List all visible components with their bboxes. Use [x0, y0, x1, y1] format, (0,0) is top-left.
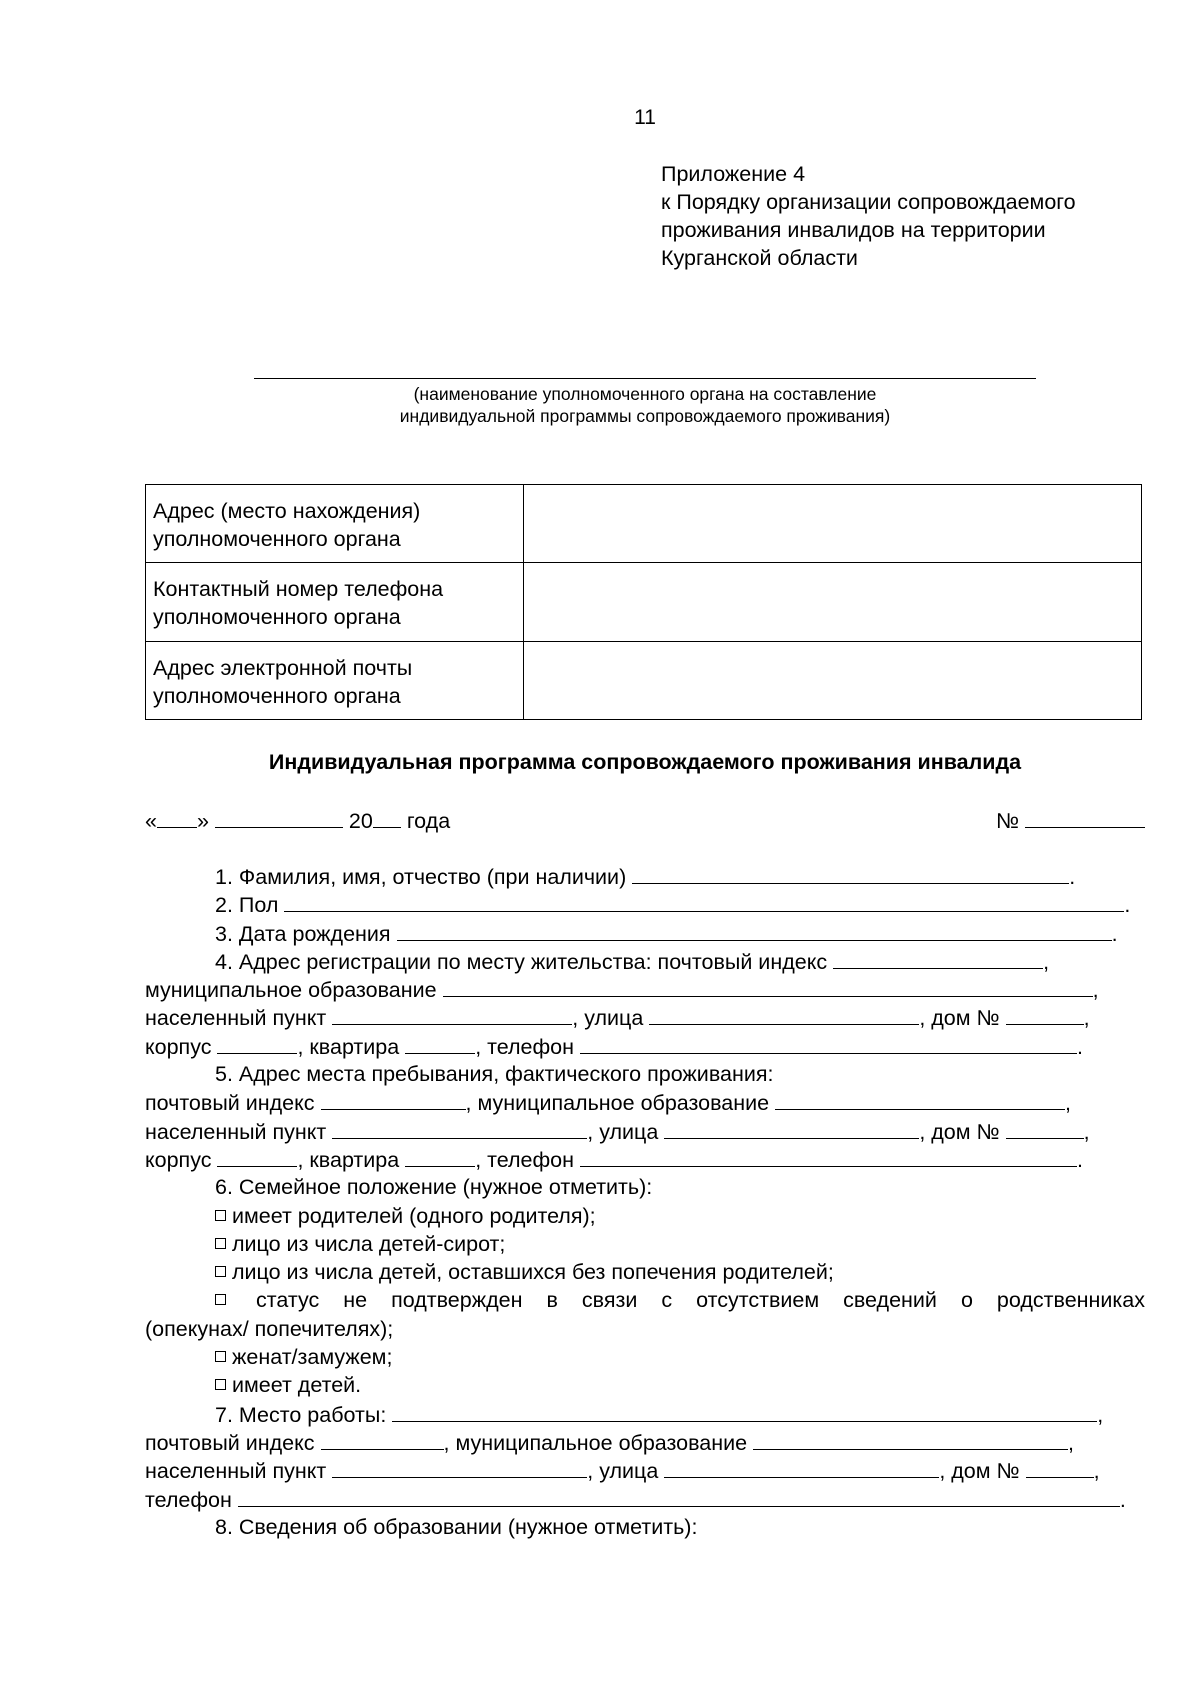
page-number: 11	[634, 106, 656, 129]
authority-caption	[254, 383, 1036, 427]
form-line: населенный пункт , улица , дом № ,	[145, 1456, 1145, 1484]
table-label-cell	[146, 485, 524, 563]
form-line: 2. Пол .	[145, 890, 1145, 918]
has-children-checkbox[interactable]	[215, 1379, 226, 1390]
month-field[interactable]	[215, 806, 343, 828]
field-label: корпус	[145, 1034, 212, 1059]
form-line	[145, 1258, 1145, 1286]
form-line	[145, 1230, 1145, 1258]
field-label: 4. Адрес регистрации по месту жительства: почтовый индекс	[215, 949, 828, 974]
appendix-line: проживания инвалидов на территории	[661, 218, 1046, 242]
reg-building-field[interactable]	[217, 1032, 297, 1054]
label-line: Адрес электронной почты	[153, 655, 413, 680]
full-name-field[interactable]	[632, 862, 1069, 884]
field-label: населенный пункт	[145, 1459, 327, 1484]
field-label: , улица	[572, 1006, 644, 1031]
option-label: статус не подтвержден в связи с отсутствием сведений о родственниках	[256, 1288, 1145, 1313]
form-line: телефон .	[145, 1485, 1145, 1513]
form-line: населенный пункт , улица , дом № ,	[145, 1003, 1145, 1031]
appendix-line: Приложение 4	[661, 162, 806, 186]
field-label: 2. Пол	[215, 893, 279, 918]
form-line	[145, 1371, 1145, 1399]
workplace-field[interactable]	[392, 1400, 1097, 1422]
field-label: , улица	[587, 1459, 659, 1484]
stay-building-field[interactable]	[217, 1145, 297, 1167]
form-line: корпус , квартира , телефон .	[145, 1145, 1145, 1173]
work-postcode-field[interactable]	[321, 1428, 444, 1450]
reg-settlement-field[interactable]	[332, 1003, 572, 1025]
caption-line: индивидуальной программы сопровождаемого проживания)	[399, 406, 891, 426]
label-line: Контактный номер телефона	[153, 577, 444, 602]
label-line: уполномоченного органа	[153, 527, 401, 551]
form-line: муниципальное образование ,	[145, 975, 1145, 1003]
field-label: почтовый индекс	[145, 1091, 315, 1116]
field-label: телефон	[145, 1487, 232, 1512]
field-label: населенный пункт	[145, 1119, 327, 1144]
orphan-checkbox[interactable]	[215, 1238, 226, 1249]
contact-table	[145, 484, 1142, 720]
form-line: 3. Дата рождения .	[145, 919, 1145, 947]
field-label: корпус	[145, 1147, 212, 1172]
field-label: 6. Семейное положение (нужное отметить):	[215, 1175, 653, 1200]
email-value-cell[interactable]	[524, 641, 1142, 719]
reg-street-field[interactable]	[649, 1003, 919, 1025]
year-field[interactable]	[373, 806, 401, 828]
appendix-header	[661, 160, 1161, 272]
work-street-field[interactable]	[664, 1456, 939, 1478]
field-label: 3. Дата рождения	[215, 921, 391, 946]
form-line: корпус , квартира , телефон .	[145, 1032, 1145, 1060]
work-phone-field[interactable]	[238, 1485, 1120, 1507]
field-label: , дом №	[919, 1006, 1000, 1031]
program-title: Индивидуальная программа сопровождаемого проживания инвалида	[268, 750, 1022, 774]
form-line	[145, 1060, 1145, 1088]
field-label: , телефон	[475, 1034, 575, 1059]
option-label: (опекунах/ попечителях);	[145, 1316, 394, 1341]
stay-postcode-field[interactable]	[321, 1088, 466, 1110]
number-field[interactable]	[1025, 806, 1145, 828]
stay-settlement-field[interactable]	[332, 1117, 587, 1139]
date-row	[145, 806, 1145, 836]
caption-line: (наименование уполномоченного органа на составление	[413, 384, 877, 404]
work-house-field[interactable]	[1026, 1456, 1094, 1478]
stay-municipality-field[interactable]	[775, 1088, 1065, 1110]
field-label: , телефон	[475, 1147, 575, 1172]
field-label: 7. Место работы:	[215, 1402, 387, 1427]
document-number	[996, 806, 1145, 834]
year-prefix: 20	[348, 809, 373, 833]
number-sign: №	[995, 809, 1020, 833]
work-municipality-field[interactable]	[753, 1428, 1068, 1450]
field-label: муниципальное образование	[145, 978, 437, 1003]
form-line: почтовый индекс , муниципальное образование ,	[145, 1088, 1145, 1116]
field-label: 8. Сведения об образовании (нужное отметить):	[215, 1514, 698, 1539]
close-quote: »	[196, 809, 209, 833]
table-label-cell	[146, 563, 524, 641]
option-label: лицо из числа детей-сирот;	[232, 1231, 506, 1256]
stay-apartment-field[interactable]	[405, 1145, 475, 1167]
option-label: женат/замужем;	[232, 1345, 393, 1370]
option-label: лицо из числа детей, оставшихся без попечения родителей;	[232, 1260, 834, 1285]
parents-checkbox[interactable]	[215, 1210, 226, 1221]
field-label: населенный пункт	[145, 1006, 327, 1031]
reg-apartment-field[interactable]	[405, 1032, 475, 1054]
label-line: уполномоченного органа	[153, 683, 401, 708]
form-line: населенный пункт , улица , дом № ,	[145, 1117, 1145, 1145]
no-parental-care-checkbox[interactable]	[215, 1266, 226, 1277]
form-line	[145, 1315, 1145, 1343]
reg-municipality-field[interactable]	[443, 975, 1093, 997]
form-line: почтовый индекс , муниципальное образование ,	[145, 1428, 1145, 1456]
sex-field[interactable]	[284, 890, 1124, 912]
field-label: , муниципальное образование	[443, 1430, 748, 1455]
field-label: почтовый индекс	[145, 1430, 315, 1455]
table-row	[146, 485, 1142, 563]
field-label: , дом №	[919, 1119, 1000, 1144]
authority-name-field[interactable]	[254, 378, 1036, 379]
form-line	[145, 1173, 1145, 1201]
field-label: , улица	[587, 1119, 659, 1144]
option-label: имеет детей.	[232, 1373, 362, 1398]
form-line: 7. Место работы: ,	[145, 1400, 1145, 1428]
personal-data-form	[145, 862, 1145, 1541]
form-line	[145, 1513, 1145, 1541]
stay-street-field[interactable]	[664, 1117, 919, 1139]
day-field[interactable]	[157, 806, 197, 828]
work-settlement-field[interactable]	[332, 1456, 587, 1478]
table-row	[146, 563, 1142, 641]
open-quote: «	[145, 809, 157, 833]
label-line: уполномоченного органа	[153, 605, 401, 630]
stay-phone-field[interactable]	[580, 1145, 1077, 1167]
year-suffix: года	[406, 809, 451, 833]
stay-house-field[interactable]	[1006, 1117, 1084, 1139]
unconfirmed-status-checkbox[interactable]	[215, 1294, 226, 1305]
form-line	[145, 1286, 1145, 1314]
reg-postcode-field[interactable]	[833, 947, 1043, 969]
form-line: 4. Адрес регистрации по месту жительства: почтовый индекс ,	[145, 947, 1145, 975]
field-label: , муниципальное образование	[465, 1091, 770, 1116]
field-label: , дом №	[939, 1459, 1020, 1484]
label-line: Адрес (место нахождения)	[153, 499, 421, 523]
reg-house-field[interactable]	[1006, 1003, 1084, 1025]
table-row	[146, 641, 1142, 719]
married-checkbox[interactable]	[215, 1351, 226, 1362]
form-line	[145, 1202, 1145, 1230]
appendix-line: Курганской области	[661, 246, 858, 270]
field-label: , квартира	[297, 1034, 400, 1059]
form-line: 1. Фамилия, имя, отчество (при наличии) .	[145, 862, 1145, 890]
appendix-line: к Порядку организации сопровождаемого	[661, 190, 1076, 214]
field-label: , квартира	[297, 1147, 400, 1172]
option-label: имеет родителей (одного родителя);	[232, 1203, 596, 1228]
table-label-cell	[146, 641, 524, 719]
phone-value-cell[interactable]	[524, 563, 1142, 641]
birth-date-field[interactable]	[397, 919, 1112, 941]
field-label: 5. Адрес места пребывания, фактического проживания:	[215, 1062, 774, 1087]
address-value-cell[interactable]	[524, 485, 1142, 563]
form-line	[145, 1343, 1145, 1371]
field-label: 1. Фамилия, имя, отчество (при наличии)	[215, 865, 627, 889]
reg-phone-field[interactable]	[580, 1032, 1077, 1054]
